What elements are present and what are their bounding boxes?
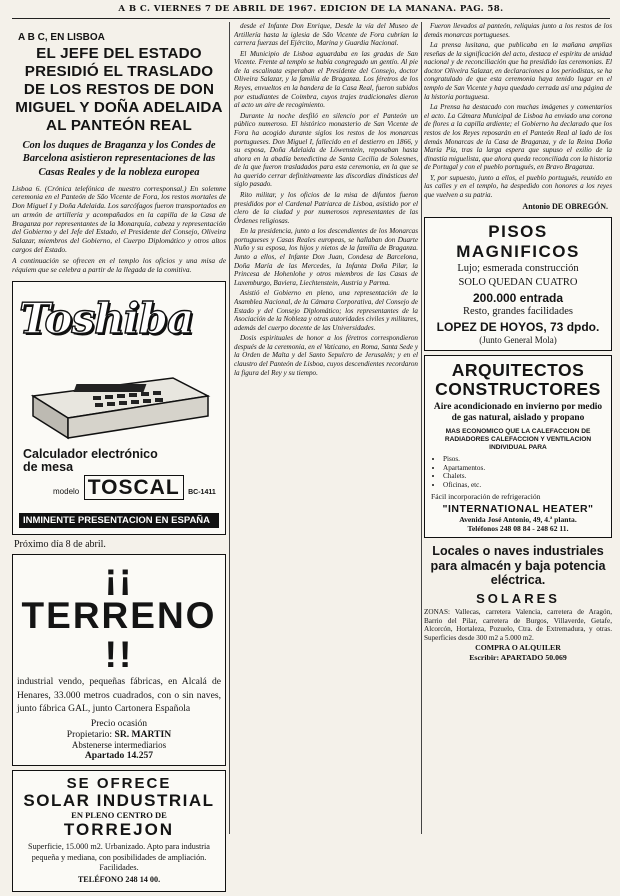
article-paragraph: La Prensa ha destacado con muchas imágenes y comentarios el acto. La Cámara Municipal de Lisboa ha enviado una corona de flores a la capilla ardiente; el Gobierno ha declarado que los restos de los Reyes reposarán en el Panteón Real al lado de los demás Monarcas de la Casa de Braganza, y de la Reina Doña María Pía, tras la larga espera que supuso el exilio de la dinastía miguelista, que ahora queda reconciliada con la historia de Portugal y con el pueblo portugués, en Bravo Braganza. (424, 103, 612, 172)
arq-list (431, 455, 605, 490)
locales-body: ZONAS: Vallecas, carretera Valencia, carretera de Aragón, Barrio del Pilar, carretera de Burgos, Villaverde, Getafe, Alcorcón, Hortaleza, Pozuelo, Ctra. de Extremadura, y otras. Superficies desde 300 m2 a 5.000 m2. (424, 607, 612, 643)
pisos-line: SOLO QUEDAN CUATRO (458, 277, 578, 289)
article-paragraph: El Municipio de Lisboa aguardaba en las gradas de San Vicente. Frente al templo se había congregado un gentío. Al pie de la escalinata esperaban el Presidente del Consejo, doctor Oliveira Salazar, y la familia de Braganza. Los féretros de los Reyes, envueltos en la bandera de la Casa Real, fueron subidos por estudiantes de Coimbra, cuyos trajes tradicionales dieron al acto un aire de recogimiento. (234, 49, 418, 110)
article-signature: Antonio DE OBREGÓN. (522, 201, 608, 211)
pisos-line: Lujo; esmerada construcción (457, 262, 579, 274)
arq-line: Fácil incorporación de refrigeración (431, 491, 541, 501)
list-item: • Apartamentos. (443, 464, 605, 473)
caption-line: de mesa (23, 460, 74, 475)
terreno-note: Abstenerse intermediarios (71, 739, 167, 750)
page-header: A B C. VIERNES 7 DE ABRIL DE 1967. EDICION DE LA MAÑANA. PAG. 58. (12, 4, 610, 19)
locales-line: Escribir: APARTADO 50.069 (469, 653, 567, 663)
toshiba-date: Próximo día 8 de abril. (14, 538, 106, 550)
article-paragraph: A continuación se ofrecen en el templo los oficios y una misa de réquiem que se celebra a partir de la llegada de la comitiva. (12, 256, 226, 275)
arquitectos-ad (424, 355, 612, 538)
caption-line: Calculador electrónico (23, 446, 158, 461)
pisos-line: Resto, grandes facilidades (463, 305, 573, 317)
middle-column (234, 22, 418, 379)
list-item: • Pisos. (443, 455, 605, 464)
owner-name: SR. MARTIN (114, 728, 172, 740)
article-paragraph: Rito militar, y los oficios de la misa de difuntos fueron presididos por el Cardenal Patriarca de Lisboa, asistido por el clero de la ciudad y por numerosos representantes de las Órdenes religiosas. (234, 190, 418, 225)
list-item: • Oficinas, etc. (443, 481, 605, 490)
terreno-title: ¡¡ TERRENO !! (21, 555, 217, 675)
article-paragraph: Asistió el Gobierno en pleno, una representación de la Asamblea Nacional, de la Cámara Corporativa, del Consejo de Estado y del Consejo Diplomático; los representantes de la Asociación de la Nobleza y otras autoridades civiles y militares, además del cuerpo docente de las Universidades. (234, 289, 418, 332)
owner-label: Propietario: (66, 728, 113, 740)
pisos-title: PISOS MAGNIFICOS (456, 221, 580, 261)
article-paragraph: Dosis espirituales de honor a los féretros correspondieron después de la ceremonia, en el Vaticano, en Roma, Santa Sede y la Orden de Malta y del Santo Sepulcro de Jerusalén; y en el claustro del Panteón de Lisboa, cuyos descendientes recordaron la figura del Rey y su tiempo. (234, 334, 418, 377)
solar-place: TORREJON (63, 820, 175, 840)
right-column (424, 22, 612, 665)
toshiba-banner: INMINENTE PRESENTACION EN ESPAÑA (19, 513, 219, 528)
locales-title: Locales o naves industriales para almacén y baja potencia eléctrica. (430, 544, 606, 588)
article-subhead: Con los duques de Braganza y los Condes de Barcelona asistieron representaciones de las Casas Reales y de la nobleza europea (22, 139, 216, 178)
model-name: TOSCAL (84, 475, 184, 500)
solar-ad (12, 770, 226, 893)
toshiba-caption (23, 448, 158, 474)
terreno-ad (12, 554, 226, 766)
model-label: modelo (53, 486, 80, 496)
toshiba-model (53, 476, 216, 500)
article-paragraph: En la presidencia, junto a los descendientes de los Monarcas portugueses y Casas Reales europeas, se hallaban don Duarte Nuño y su esposa, los hijos y nietos de la familia de Braganza. Junto a ellos, el Infante Don Juan, Condesa de Barcelona, Doña María de las Mercedes, la Infanta Doña Pilar, la Princesa de Hohenlohe y otros miembros de las Casas de Luxemburgo, Baviera, Liechtenstein, Austria y Parma. (234, 227, 418, 287)
solar-line: EN PLENO CENTRO DE (71, 810, 167, 821)
toshiba-logo: Toshiba (19, 293, 194, 343)
column-rule (229, 22, 230, 834)
toshiba-ad (12, 281, 226, 535)
article-paragraph: Durante la noche desfiló en silencio por el Panteón un público numeroso. El histórico monasterio de San Vicente de Fora ha acogido durante siglos los restos de los monarcas portugueses. Don Miguel I, fallecido en el destierro en 1866, y su esposa, Doña Adelaida de Löwenstein, reposaban hasta ahora en la abadía benedictina de Santa Cecilia de Solesmes, de la que fueron trasladados para esta ceremonia, en la que se ha querido cerrar definitivamente las discordias dinásticas del siglo pasado. (234, 111, 418, 189)
pisos-price: 200.000 entrada (472, 290, 564, 305)
left-column (12, 22, 226, 896)
terreno-box: Apartado 14.257 (84, 749, 154, 761)
arq-brand: "INTERNATIONAL HEATER" (442, 502, 594, 515)
solar-line: SE OFRECE (66, 774, 172, 792)
solar-title: SOLAR INDUSTRIAL (23, 790, 215, 810)
arq-title: CONSTRUCTORES (435, 379, 601, 400)
terreno-price: Precio ocasión (90, 717, 148, 729)
pisos-line: (Junto General Mola) (479, 334, 557, 345)
arq-phones: Teléfonos 248 08 84 - 248 62 11. (467, 523, 569, 533)
terreno-body: industrial vendo, pequeñas fábricas, en Alcalá de Henares, 33.000 metros cuadrados, con o sin naves, junto fábrica GAL, junto Cartonera Española (17, 676, 221, 715)
article-kicker: A B C, EN LISBOA (18, 32, 105, 43)
article-paragraph: Fueron llevados al panteón, reliquias junto a los restos de los demás monarcas portugueses. (424, 22, 612, 39)
article-paragraph: desde el Infante Don Enrique, Desde la vía del Museo de Artillería hasta la iglesia de São Vicente de Fora cubrían la carrera fuerzas del Ejército, Marina y Guardia Nacional. (234, 22, 418, 48)
locales-subtitle: SOLARES (476, 590, 560, 606)
arq-line: MAS ECONOMICO QUE LA CALEFACCION DE RADIADORES CALEFACCION Y VENTILACION INDIVIDUAL PARA (444, 428, 592, 452)
pisos-address: LOPEZ DE HOYOS, 73 dpdo. (436, 319, 600, 334)
list-item: • Chalets. (443, 472, 605, 481)
solar-phone: TELÉFONO 248 14 00. (77, 875, 161, 885)
article-paragraph: Lisboa 6. (Crónica telefónica de nuestro corresponsal.) En solemne ceremonia en el Panteón de São Vicente de Fora, los restos mortales de Don Miguel I y Doña Adelaida. Los sarcófagos fueron transportados en un armón de artillería y acompañados en la capilla de la Casa de Braganza por representantes de la Monarquía, cabeza y representación del Gobierno y del Jefe del Estado, el Presidente del Consejo, Oliveira Salazar, miembros del Gobierno, el Cuerpo Diplomático y otros altos cargos del Estado. (12, 183, 226, 254)
calculator-illustration (23, 366, 213, 442)
terreno-owner (13, 729, 225, 740)
column-rule (421, 22, 422, 834)
arq-title: ARQUITECTOS (451, 360, 585, 381)
article-paragraph: Y, por supuesto, junto a ellos, el pueblo portugués, reunido en las calles y en el templo, ha despedido con honores a los reyes que vuelven a su patria. (424, 173, 612, 199)
pisos-ad (424, 217, 612, 352)
article-headline: EL JEFE DEL ESTADO PRESIDIÓ EL TRASLADO DE LOS RESTOS DE DON MIGUEL Y DOÑA ADELAIDA AL PANTEÓN REAL (15, 45, 223, 134)
arq-line: Aire acondicionado en invierno por medio de gas natural, aislado y propano (433, 401, 603, 424)
article-paragraph: La prensa lusitana, que publicaba en la mañana amplias reseñas de la significación del acto, destaca el espíritu de unidad nacional y de reconciliación que ha presidido las ceremonias. El doctor Oliveira Salazar, en declaraciones a los periodistas, se ha congratulado de que esta ceremonia haya tenido lugar en el templo de San Vicente y haya quedado cerrada así una página de la historia portuguesa. (424, 41, 612, 101)
model-code: BC-1411 (188, 488, 216, 496)
arq-address: Avenida José Antonio, 49, 4.ª planta. (459, 514, 577, 524)
locales-line: COMPRA O ALQUILER (475, 643, 561, 652)
solar-details: Superficie, 15.000 m2. Urbanizado. Apto para industria pequeña y mediana, con posibilidades de ampliación. Facilidades. (28, 842, 210, 872)
locales-ad (424, 542, 612, 665)
